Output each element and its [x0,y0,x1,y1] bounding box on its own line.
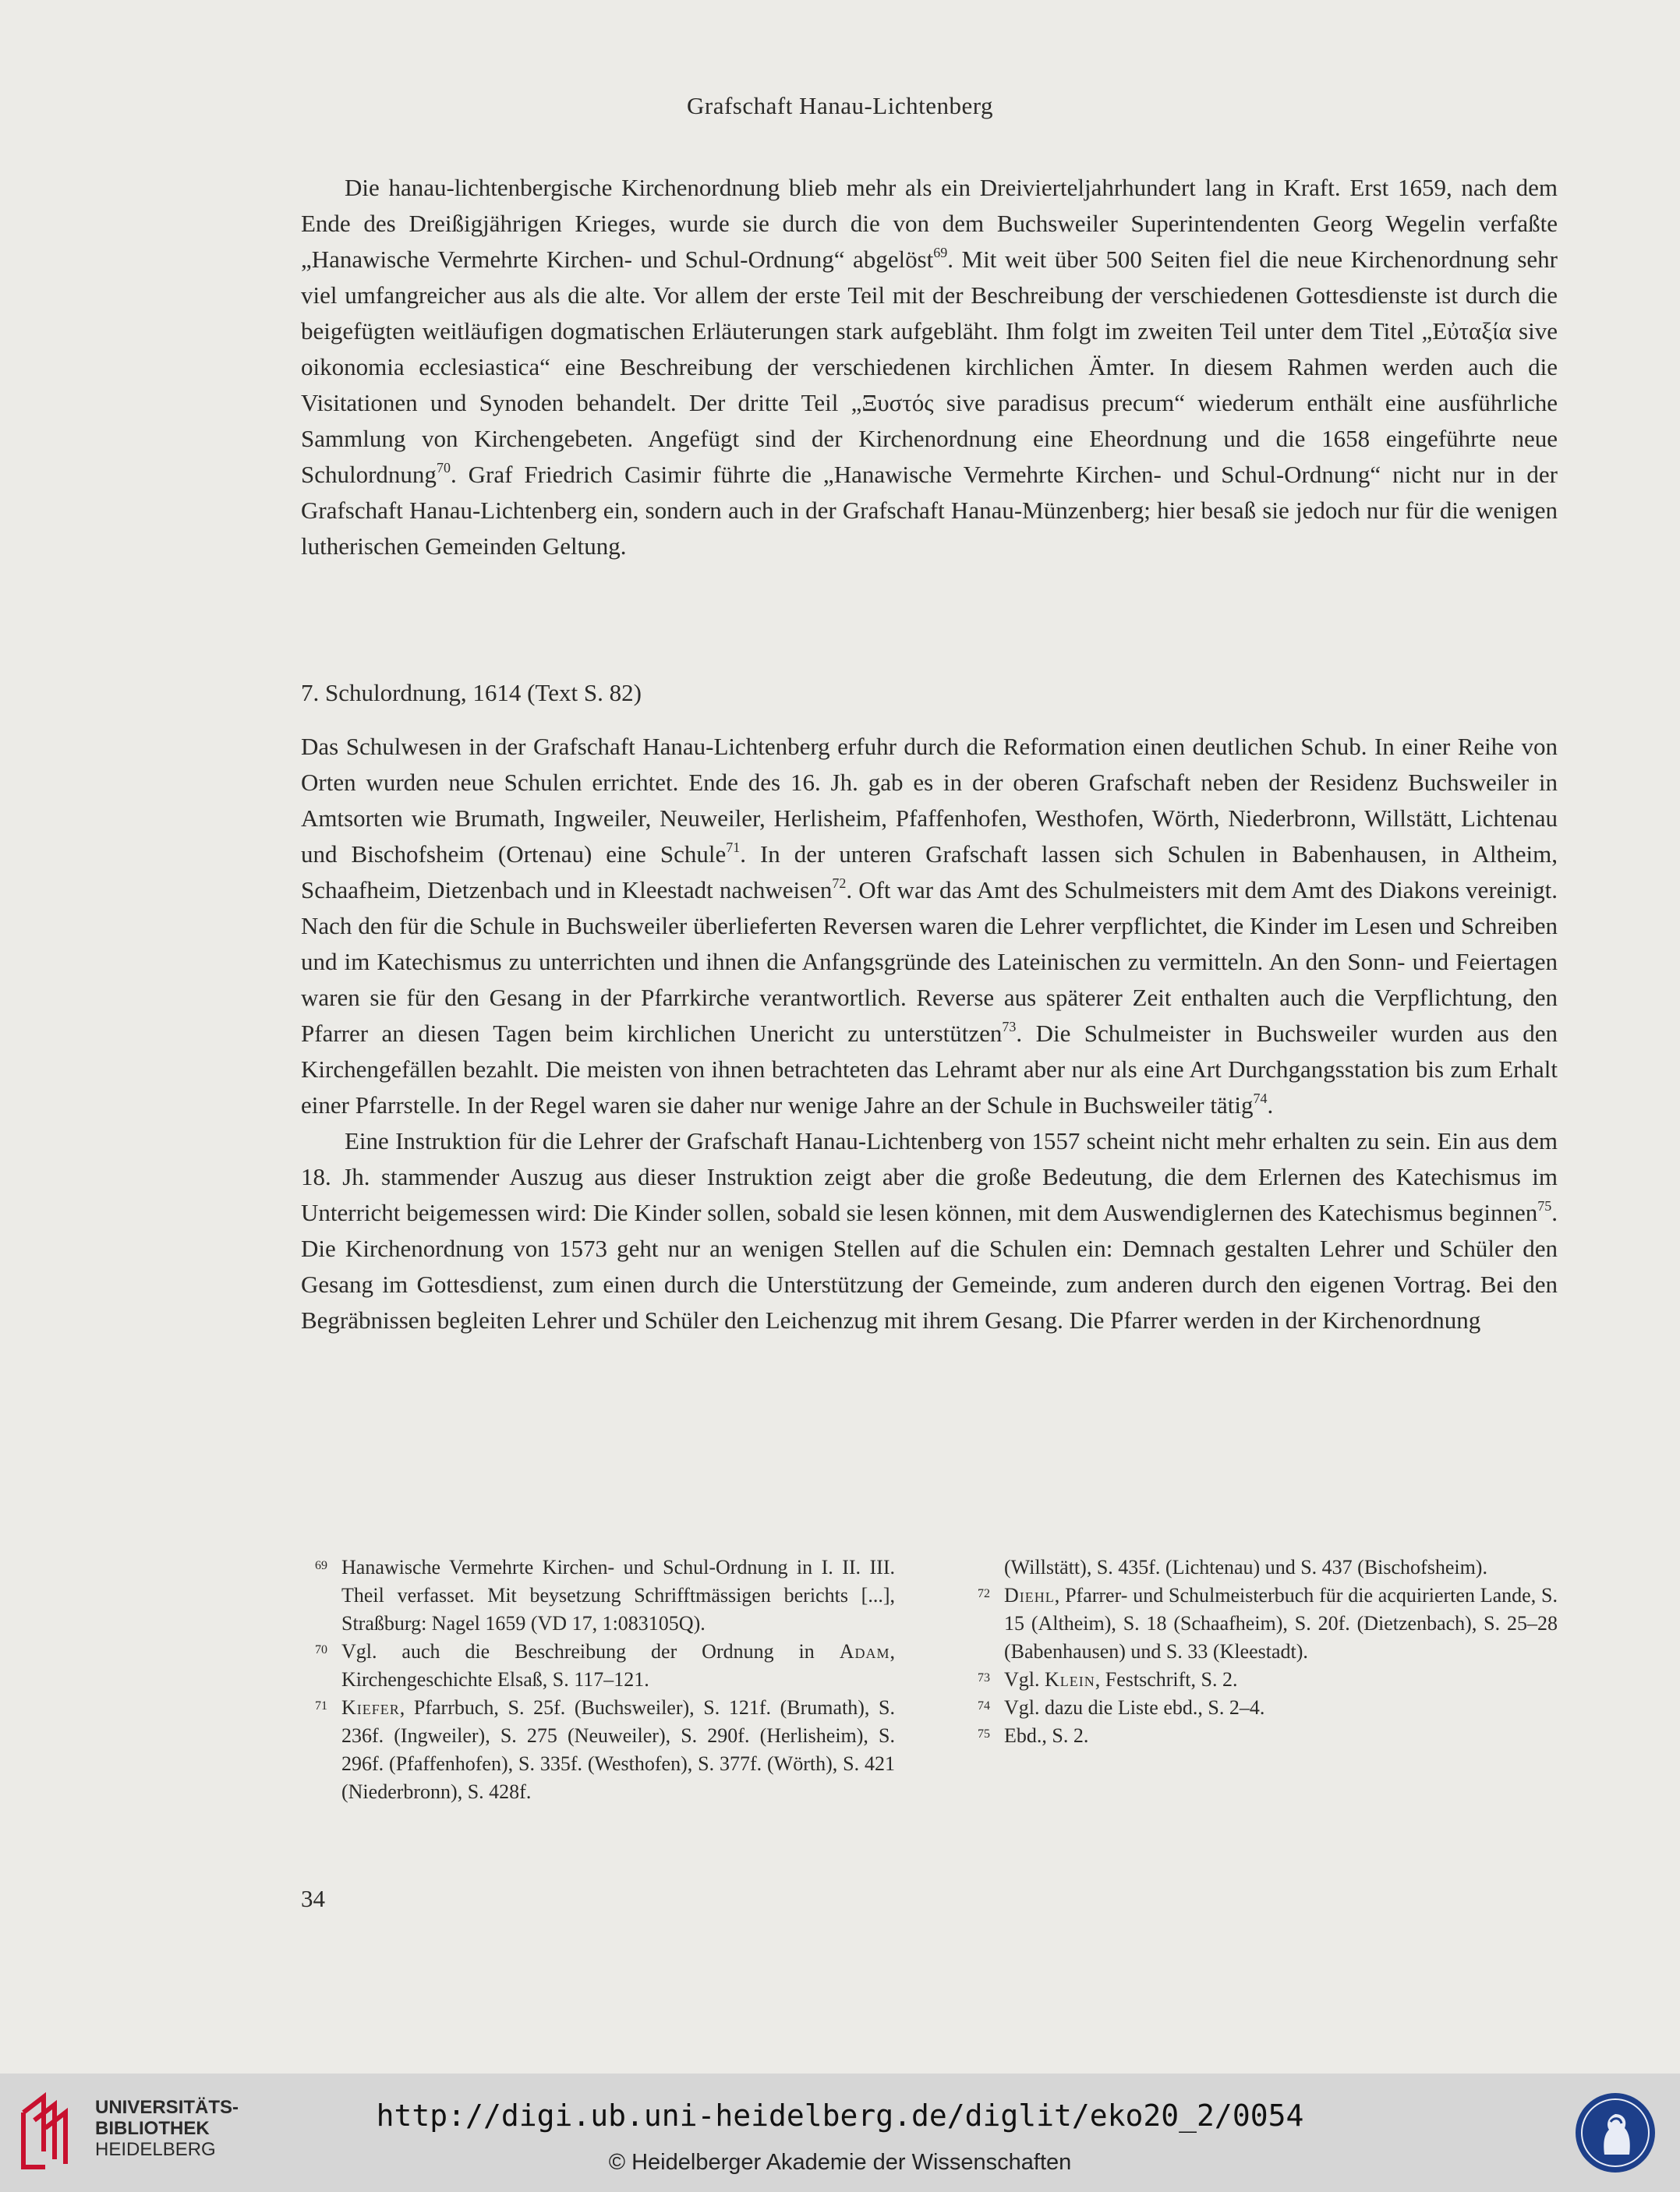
body-paragraph-2 [301,729,1558,1338]
page-number: 34 [301,1885,325,1912]
footnote-number: 69 [315,1559,327,1572]
footnote-text: Hanawische Vermehrte Kirchen- und Schul-Ordnung in I. II. III. Theil verfasset. Mit beysetzung Schrifftmässigen berichts [...], Straßburg: Nagel 1659 (VD 17, 1:083105Q). [341,1556,895,1635]
footnote-author: Klein [1045,1668,1095,1691]
footnote-text: Ebd., S. 2. [1004,1724,1089,1747]
footnote-author: Diehl [1004,1584,1055,1607]
footnote-ref-71[interactable]: 71 [726,840,741,855]
footnote-ref-75[interactable]: 75 [1537,1198,1552,1214]
footnote-number: 73 [978,1671,990,1685]
footnote-text: , Pfarrer- und Schulmeisterbuch für die acquirierten Lande, S. 15 (Altheim), S. 18 (Schaafheim), S. 20f. (Dietzenbach), S. 25–28 (Babenhausen) und S. 33 (Kleestadt). [1004,1584,1558,1663]
footnote-74 [964,1694,1558,1722]
footnote-number: 71 [315,1699,327,1713]
footnote-number: 70 [315,1643,327,1656]
p2-text-e: . [1267,1091,1274,1119]
p3-text-a: Eine Instruktion für die Lehrer der Grafschaft Hanau-Lichtenberg von 1557 scheint nicht mehr erhalten zu sein. Ein aus dem 18. Jh. stammender Auszug aus dieser Instruktion zeigt aber die große Bedeutung, die dem Erlernen des Katechismus im Unterricht beigemessen wird: Die Kinder sollen, sobald sie lesen können, mit dem Auswendiglernen des Katechismus beginnen [301,1127,1558,1226]
p1-text-b: . Mit weit über 500 Seiten fiel die neue Kirchenordnung sehr viel umfangreicher aus als die alte. Vor allem der erste Teil mit der Beschreibung der verschiedenen Gottesdienste ist durch die beigefügten weitläufigen dogmatischen Erläuterungen stark aufgebläht. Ihm folgt im zweiten Teil unter dem Titel „Εὐταξία sive oikonomia ecclesiastica“ eine Beschreibung der verschiedenen kirchlichen Ämter. In diesem Rahmen werden auch die Visitationen und Synoden behandelt. Der dritte Teil „Ξυστός sive paradisus precum“ wiederum enthält eine ausführliche Sammlung von Kirchengebeten. Angefügt sind der Kirchenordnung eine Eheordnung und die 1658 eingeführte neue Schulordnung [301,246,1558,488]
footnote-ref-73[interactable]: 73 [1002,1019,1017,1034]
body-paragraph-3 [301,1123,1558,1338]
p3-text-b: . Die Kirchenordnung von 1573 geht nur an wenigen Stellen auf die Schulen ein: Demnach gestalten Lehrer und Schüler den Gesang im Gottesdienst, zum einen durch die Unterstützung der Gemeinde, zum anderen durch den eigenen Vortrag. Bei den Begräbnissen begleiten Lehrer und Schüler den Leichenzug mit ihrem Gesang. Die Pfarrer werden in der Kirchenordnung [301,1199,1558,1334]
footnote-text: (Willstätt), S. 435f. (Lichtenau) und S. 437 (Bischofsheim). [1004,1556,1487,1579]
library-name-line-2: BIBLIOTHEK [95,2118,210,2139]
footnote-text: , Pfarrbuch, S. 25f. (Buchsweiler), S. 121f. (Brumath), S. 236f. (Ingweiler), S. 275 (Neuweiler), S. 290f. (Herlisheim), S. 296f. (Pfaffenhofen), S. 335f. (Westhofen), S. 377f. (Wörth), S. 421 (Niederbronn), S. 428f. [341,1696,895,1803]
footnote-ref-74[interactable]: 74 [1253,1091,1268,1106]
footnote-number: 74 [978,1699,990,1713]
section-heading-text: 7. Schulordnung, 1614 (Text S. 82) [301,679,642,706]
footnote-text: , Kirchengeschichte Elsaß, S. 117–121. [341,1640,895,1691]
footnote-ref-72[interactable]: 72 [832,875,847,891]
footnote-number: 72 [978,1587,990,1600]
footnotes-right-column [964,1554,1558,1750]
heidelberg-university-seal-icon [1573,2091,1657,2175]
library-name-line-1: UNIVERSITÄTS- [95,2097,239,2118]
footnotes-left-column [301,1554,895,1806]
section-heading [301,675,1558,711]
p2-text-a: Das Schulwesen in der Grafschaft Hanau-Lichtenberg erfuhr durch die Reformation einen deutlichen Schub. In einer Reihe von Orten wurden neue Schulen errichtet. Ende des 16. Jh. gab es in der oberen Grafschaft neben der Residenz Buchsweiler in Amtsorten wie Brumath, Ingweiler, Neuweiler, Herlisheim, Pfaffenhofen, Westhofen, Wörth, Niederbronn, Willstätt, Lichtenau und Bischofsheim (Ortenau) eine Schule [301,733,1558,868]
footnote-text: Vgl. dazu die Liste ebd., S. 2–4. [1004,1696,1265,1719]
p2-text-b: . In der unteren Grafschaft lassen sich Schulen in Babenhausen, in Altheim, Schaafheim, Dietzenbach und in Kleestadt nachweisen [301,840,1558,903]
footnote-73 [964,1666,1558,1694]
p1-text-c: . Graf Friedrich Casimir führte die „Hanawische Vermehrte Kirchen- und Schul-Ordnung“ nicht nur in der Grafschaft Hanau-Lichtenberg ein, sondern auch in der Grafschaft Hanau-Münzenberg; hier besaß sie jedoch nur für die wenigen lutherischen Gemeinden Geltung. [301,461,1558,560]
copyright-notice: © Heidelberger Akademie der Wissenschaften [608,2150,1072,2175]
footnote-71 [301,1694,895,1806]
running-header: Grafschaft Hanau-Lichtenberg [687,92,993,119]
p2-text-c: . Oft war das Amt des Schulmeisters mit dem Amt des Diakons vereinigt. Nach den für die Schule in Buchsweiler überlieferten Reversen waren die Lehrer verpflichtet, die Kinder im Lesen und Schreiben und im Katechismus zu unterrichten und ihnen die Anfangsgründe des Lateinischen zu vermitteln. An den Sonn- und Feiertagen waren sie für den Gesang in der Pfarrkirche verantwortlich. Reverse aus späterer Zeit enthalten auch die Verpflichtung, den Pfarrer an diesen Tagen beim kirchlichen Unericht zu unterstützen [301,876,1558,1047]
footnote-70 [301,1638,895,1694]
footnote-ref-69[interactable]: 69 [933,245,948,260]
footnote-71-continued [964,1554,1558,1582]
footnote-number: 75 [978,1727,990,1741]
footnote-author: Kiefer [341,1696,400,1719]
library-name-line-3: HEIDELBERG [95,2139,216,2160]
p2-text-d: . Die Schulmeister in Buchsweiler wurden aus den Kirchengefällen bezahlt. Die meisten von ihnen betrachteten das Lehramt aber nur als eine Art Durchgangsstation bis zum Erhalt einer Pfarrstelle. In der Regel waren sie daher nur wenige Jahre an der Schule in Buchsweiler tätig [301,1020,1558,1119]
permalink-url[interactable]: http://digi.ub.uni-heidelberg.de/diglit/eko20_2/0054 [376,2098,1304,2133]
footnote-text: , Festschrift, S. 2. [1095,1668,1238,1691]
footer-bar [0,2074,1680,2192]
p1-text-a: Die hanau-lichtenbergische Kirchenordnung blieb mehr als ein Dreivierteljahrhundert lang in Kraft. Erst 1659, nach dem Ende des Dreißigjährigen Krieges, wurde sie durch die von dem Buchsweiler Superintendenten Georg Wegelin verfaßte „Hanawische Vermehrte Kirchen- und Schul-Ordnung“ abgelöst [301,174,1558,273]
footnote-author: Adam [839,1640,890,1663]
footnote-75 [964,1722,1558,1750]
footnote-ref-70[interactable]: 70 [436,460,451,476]
footnote-69 [301,1554,895,1638]
body-paragraph-1 [301,170,1558,564]
footnote-text: Vgl. auch die Beschreibung der Ordnung in [341,1640,840,1663]
footnote-72 [964,1582,1558,1666]
footnote-text: Vgl. [1004,1668,1045,1691]
